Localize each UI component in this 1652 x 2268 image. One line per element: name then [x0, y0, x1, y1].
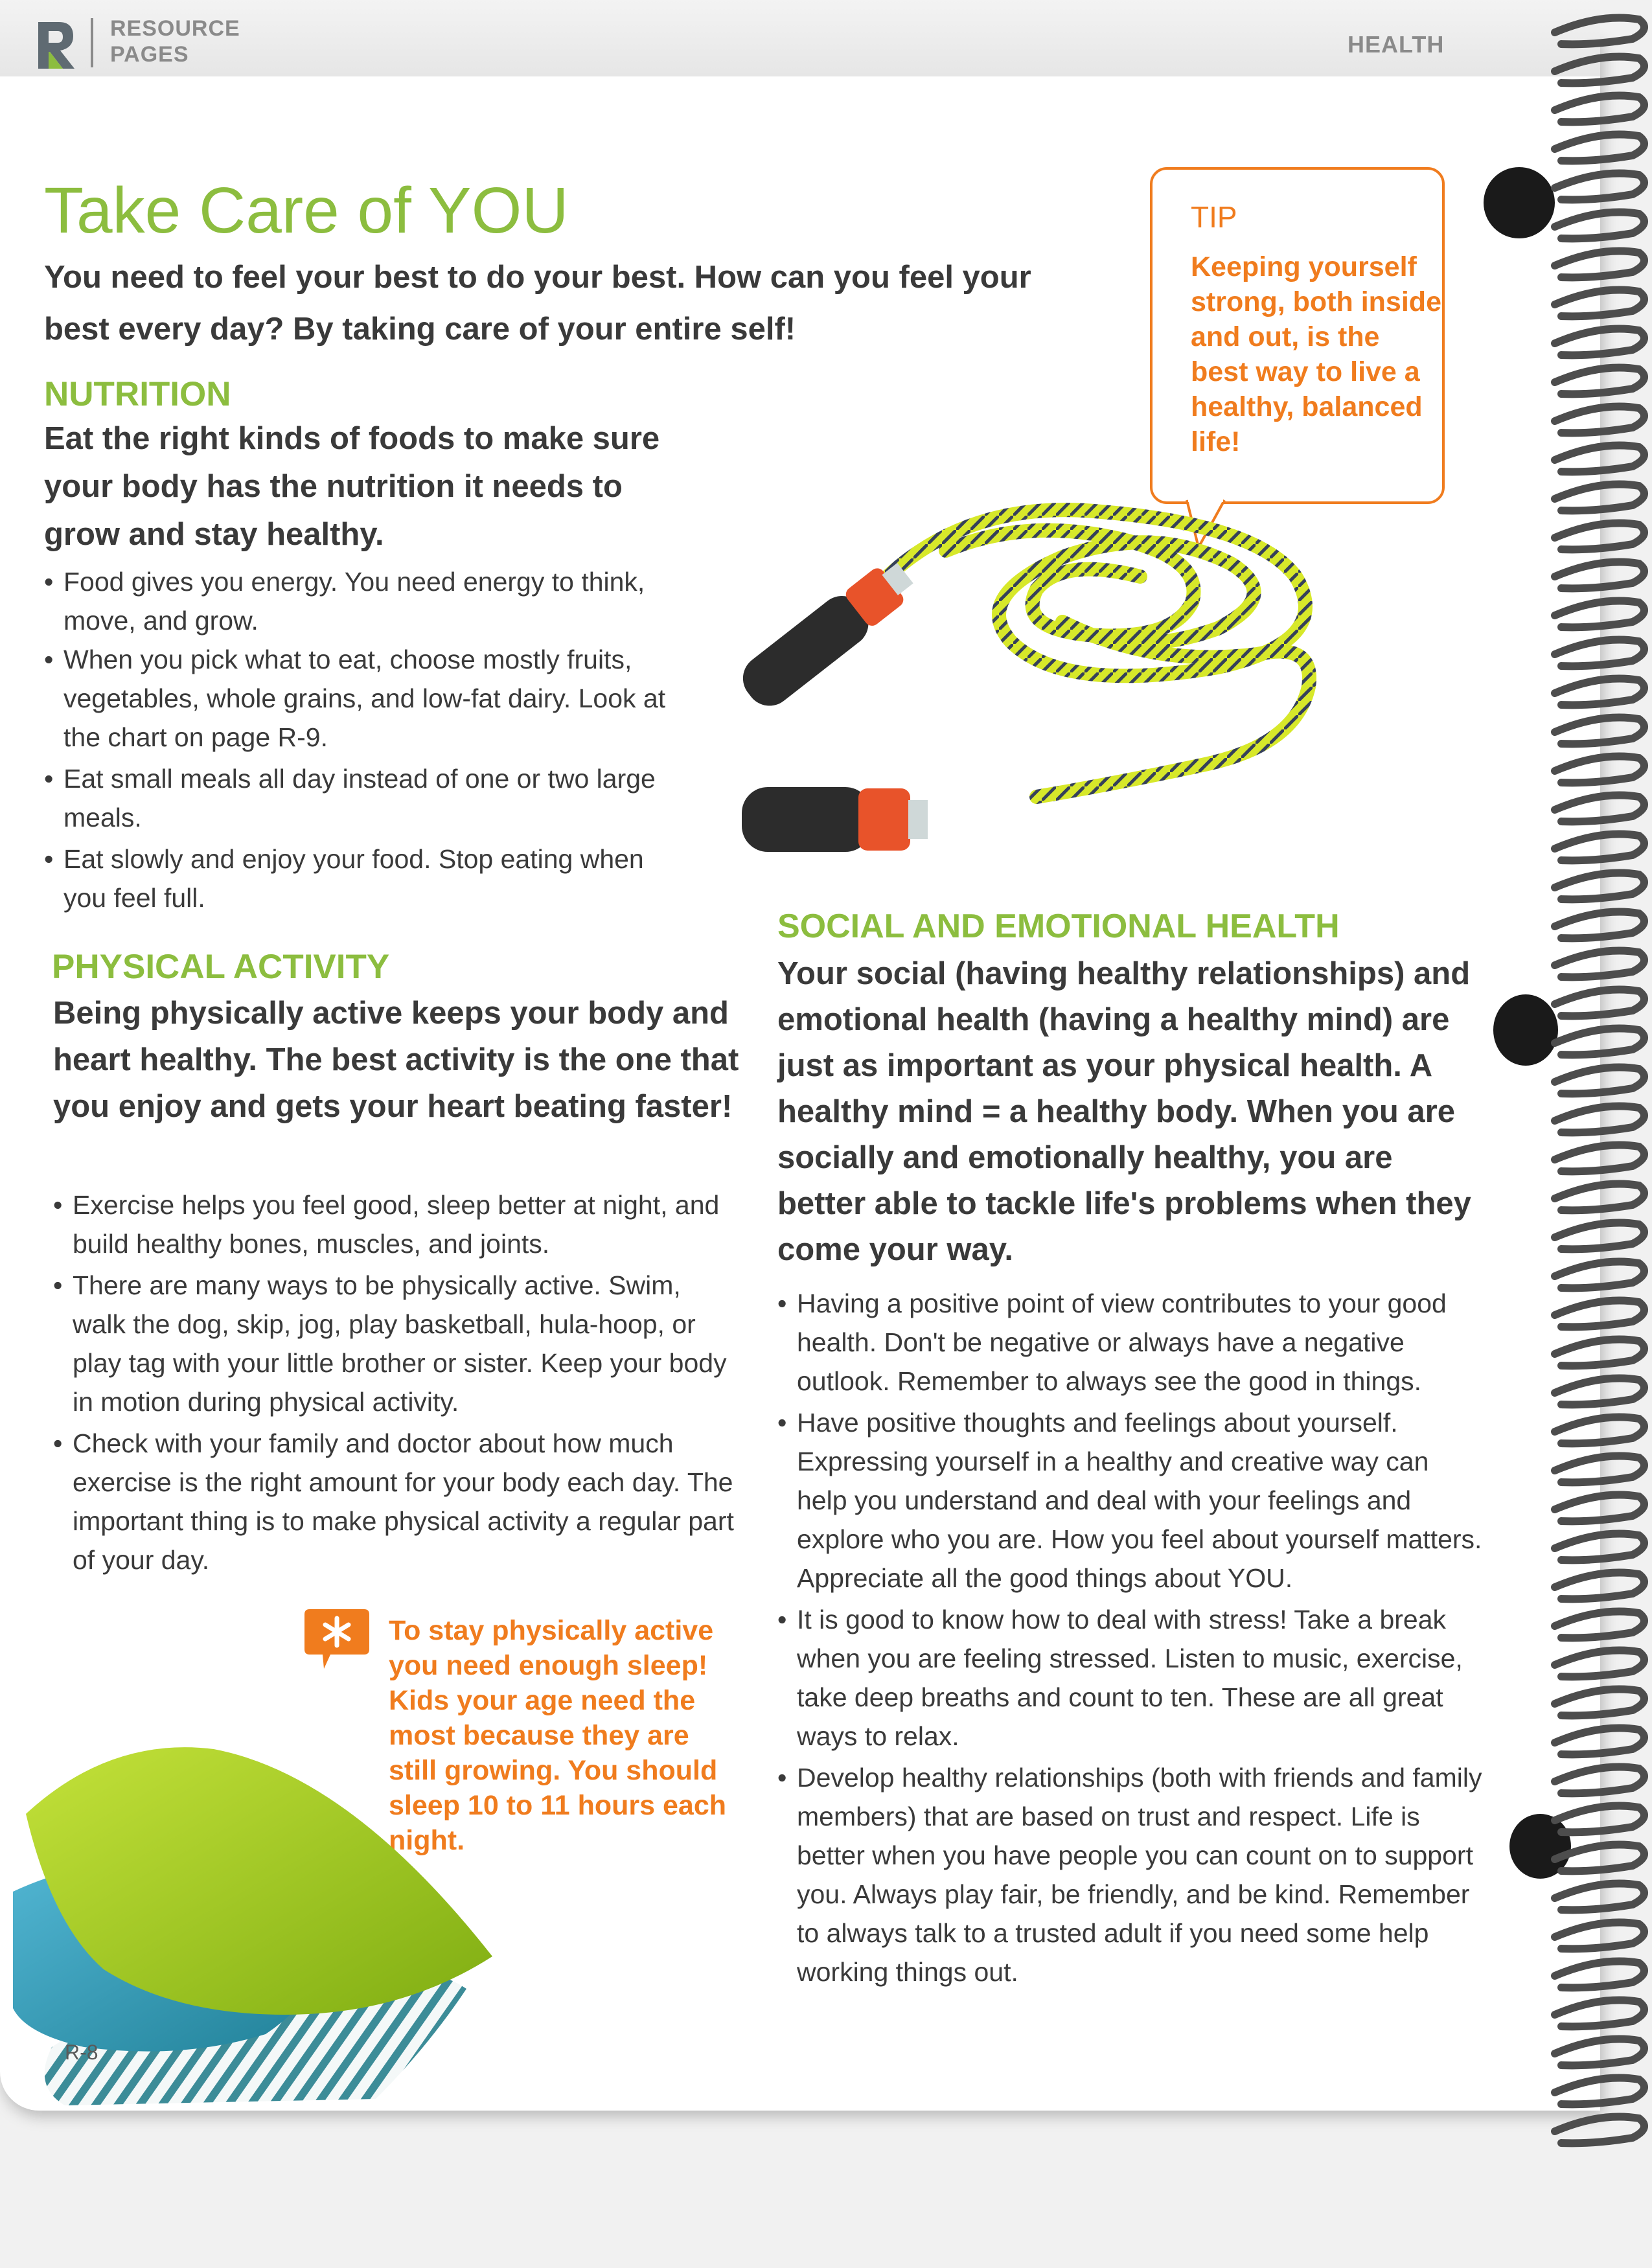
spiral-coil: [1555, 757, 1644, 783]
list-item: • Having a positive point of view contributes to your good health. Don't be negative or always have a negative outlook. Remember to always see the good in things.: [777, 1284, 1484, 1401]
spiral-coil: [1555, 1806, 1644, 1833]
spiral-coil: [1555, 18, 1644, 45]
spiral-coil: [1555, 523, 1644, 550]
spiral-coil: [1555, 485, 1644, 511]
spiral-coil: [1555, 290, 1644, 317]
sleep-note: To stay physically active you need enough sleep! Kids your age need the most because they are still growing. You should sleep 10 to 11 hours each night.: [389, 1615, 727, 1856]
list-item: • There are many ways to be physically active. Swim, walk the dog, skip, jog, play basketball, hula-hoop, or play tag with your little brother or sister. Keep your body in motion during physical activity.: [53, 1266, 740, 1421]
spiral-coil: [1555, 212, 1644, 239]
spiral-coil: [1555, 1884, 1644, 1910]
spiral-coil: [1555, 135, 1644, 161]
spiral-coil: [1555, 1767, 1644, 1794]
physical-activity-heading: PHYSICAL ACTIVITY: [52, 948, 390, 986]
tip-text: Keeping yourself strong, both inside and out, is the best way to live a healthy, balanced life!: [1191, 251, 1441, 457]
physical-activity-list: [53, 1186, 740, 1582]
list-item: • Food gives you energy. You need energy to think, move, and grow.: [44, 562, 685, 640]
list-item: • When you pick what to eat, choose mostly fruits, vegetables, whole grains, and low-fat dairy. Look at the chart on page R-9.: [44, 640, 685, 757]
spiral-binding: [1542, 0, 1652, 2268]
resource-pages-label: RESOURCE PAGES: [110, 16, 240, 67]
list-item: • Check with your family and doctor about how much exercise is the right amount for your body each day. The important thing is to make physical activity a regular part of your day.: [53, 1424, 740, 1579]
spiral-coil: [1555, 679, 1644, 705]
spiral-coil: [1555, 1068, 1644, 1094]
spiral-coil: [1555, 1106, 1644, 1133]
list-item: • Eat small meals all day instead of one or two large meals.: [44, 759, 685, 837]
spiral-coil: [1555, 601, 1644, 628]
list-item: • Have positive thoughts and feelings about yourself. Expressing yourself in a healthy and creative way can help you understand and deal with your feelings and explore who you are. How you feel about yourself matters. Appreciate all the good things about YOU.: [777, 1403, 1484, 1598]
social-emotional-heading: SOCIAL AND EMOTIONAL HEALTH: [777, 908, 1340, 945]
spiral-coil: [1555, 562, 1644, 589]
asterisk-badge-icon: [304, 1609, 369, 1674]
spiral-coil: [1555, 1340, 1644, 1366]
spiral-coil: [1555, 2039, 1644, 2066]
spiral-coil: [1555, 1573, 1644, 1599]
spiral-coil: [1555, 407, 1644, 433]
spiral-coil: [1555, 1379, 1644, 1405]
spiral-coil: [1555, 718, 1644, 744]
spiral-coil: [1555, 2078, 1644, 2105]
intro-text: You need to feel your best to do your best. How can you feel your best every day? By taking care of your entire self!: [44, 260, 1031, 347]
spiral-coil: [1555, 912, 1644, 939]
spiral-coil: [1555, 796, 1644, 822]
spiral-coil: [1555, 1495, 1644, 1522]
spiral-coil: [1555, 1184, 1644, 1211]
physical-activity-lead: Being physically active keeps your body and heart healthy. The best activity is the one that you enjoy and gets your heart beating faster!: [53, 996, 739, 1124]
spiral-coil: [1555, 1845, 1644, 1872]
spiral-coil: [1555, 1728, 1644, 1755]
spiral-coil: [1555, 640, 1644, 667]
list-item: • Exercise helps you feel good, sleep better at night, and build healthy bones, muscles, and joints.: [53, 1186, 740, 1263]
spiral-coil: [1555, 1651, 1644, 1677]
spiral-coil: [1555, 834, 1644, 861]
spiral-coil: [1555, 1145, 1644, 1172]
spiral-coil: [1555, 1962, 1644, 1988]
spiral-coil: [1555, 329, 1644, 356]
spiral-coil: [1555, 873, 1644, 900]
spiral-coil: [1555, 57, 1644, 84]
spiral-coil: [1555, 1223, 1644, 1250]
spiral-coil: [1555, 951, 1644, 978]
page-number: R-8: [65, 2041, 98, 2064]
tip-title: TIP: [1191, 200, 1237, 234]
spiral-coil: [1555, 1262, 1644, 1289]
spiral-coil: [1555, 1690, 1644, 1716]
spiral-coil: [1555, 368, 1644, 395]
spiral-coil: [1555, 1417, 1644, 1444]
logo-divider: [91, 18, 93, 67]
spiral-coil: [1555, 96, 1644, 122]
spiral-coil: [1555, 251, 1644, 278]
spiral-coil: [1555, 446, 1644, 472]
social-emotional-list: [777, 1284, 1484, 1994]
list-item: • Eat slowly and enjoy your food. Stop eating when you feel full.: [44, 840, 685, 917]
spiral-coil: [1555, 1301, 1644, 1327]
nutrition-lead: Eat the right kinds of foods to make sure your body has the nutrition it needs to grow and stay healthy.: [44, 421, 660, 552]
nutrition-heading: NUTRITION: [44, 375, 231, 413]
spiral-coil: [1555, 1923, 1644, 1949]
spiral-coil: [1555, 2117, 1644, 2144]
spiral-coil: [1555, 1612, 1644, 1638]
social-emotional-lead: Your social (having healthy relationships) and emotional health (having a healthy mind) are just as important as your physical health. A healthy mind = a healthy body. When you are socially and emotionally healthy, you are better able to tackle life's problems when they come your way.: [777, 956, 1471, 1267]
spiral-coil: [1555, 1029, 1644, 1055]
spiral-coil: [1555, 2000, 1644, 2027]
section-label: HEALTH: [1348, 31, 1445, 58]
spiral-coil: [1555, 1456, 1644, 1483]
list-item: • Develop healthy relationships (both with friends and family members) that are based on trust and respect. Life is better when you have people you can count on to support you. Always play fair, be friendly, and be kind. Remember to always talk to a trusted adult if you need some help working things out.: [777, 1758, 1484, 1991]
jump-rope-illustration: [700, 473, 1335, 875]
spiral-coil: [1555, 174, 1644, 200]
page-title: Take Care of YOU: [44, 174, 569, 247]
nutrition-list: [44, 562, 685, 920]
list-item: • It is good to know how to deal with stress! Take a break when you are feeling stressed. Listen to music, exercise, take deep breaths and count to ten. These are all great ways to relax.: [777, 1600, 1484, 1756]
spiral-coil: [1555, 1534, 1644, 1561]
spiral-coil: [1555, 990, 1644, 1016]
logo-r-icon: [36, 19, 78, 71]
